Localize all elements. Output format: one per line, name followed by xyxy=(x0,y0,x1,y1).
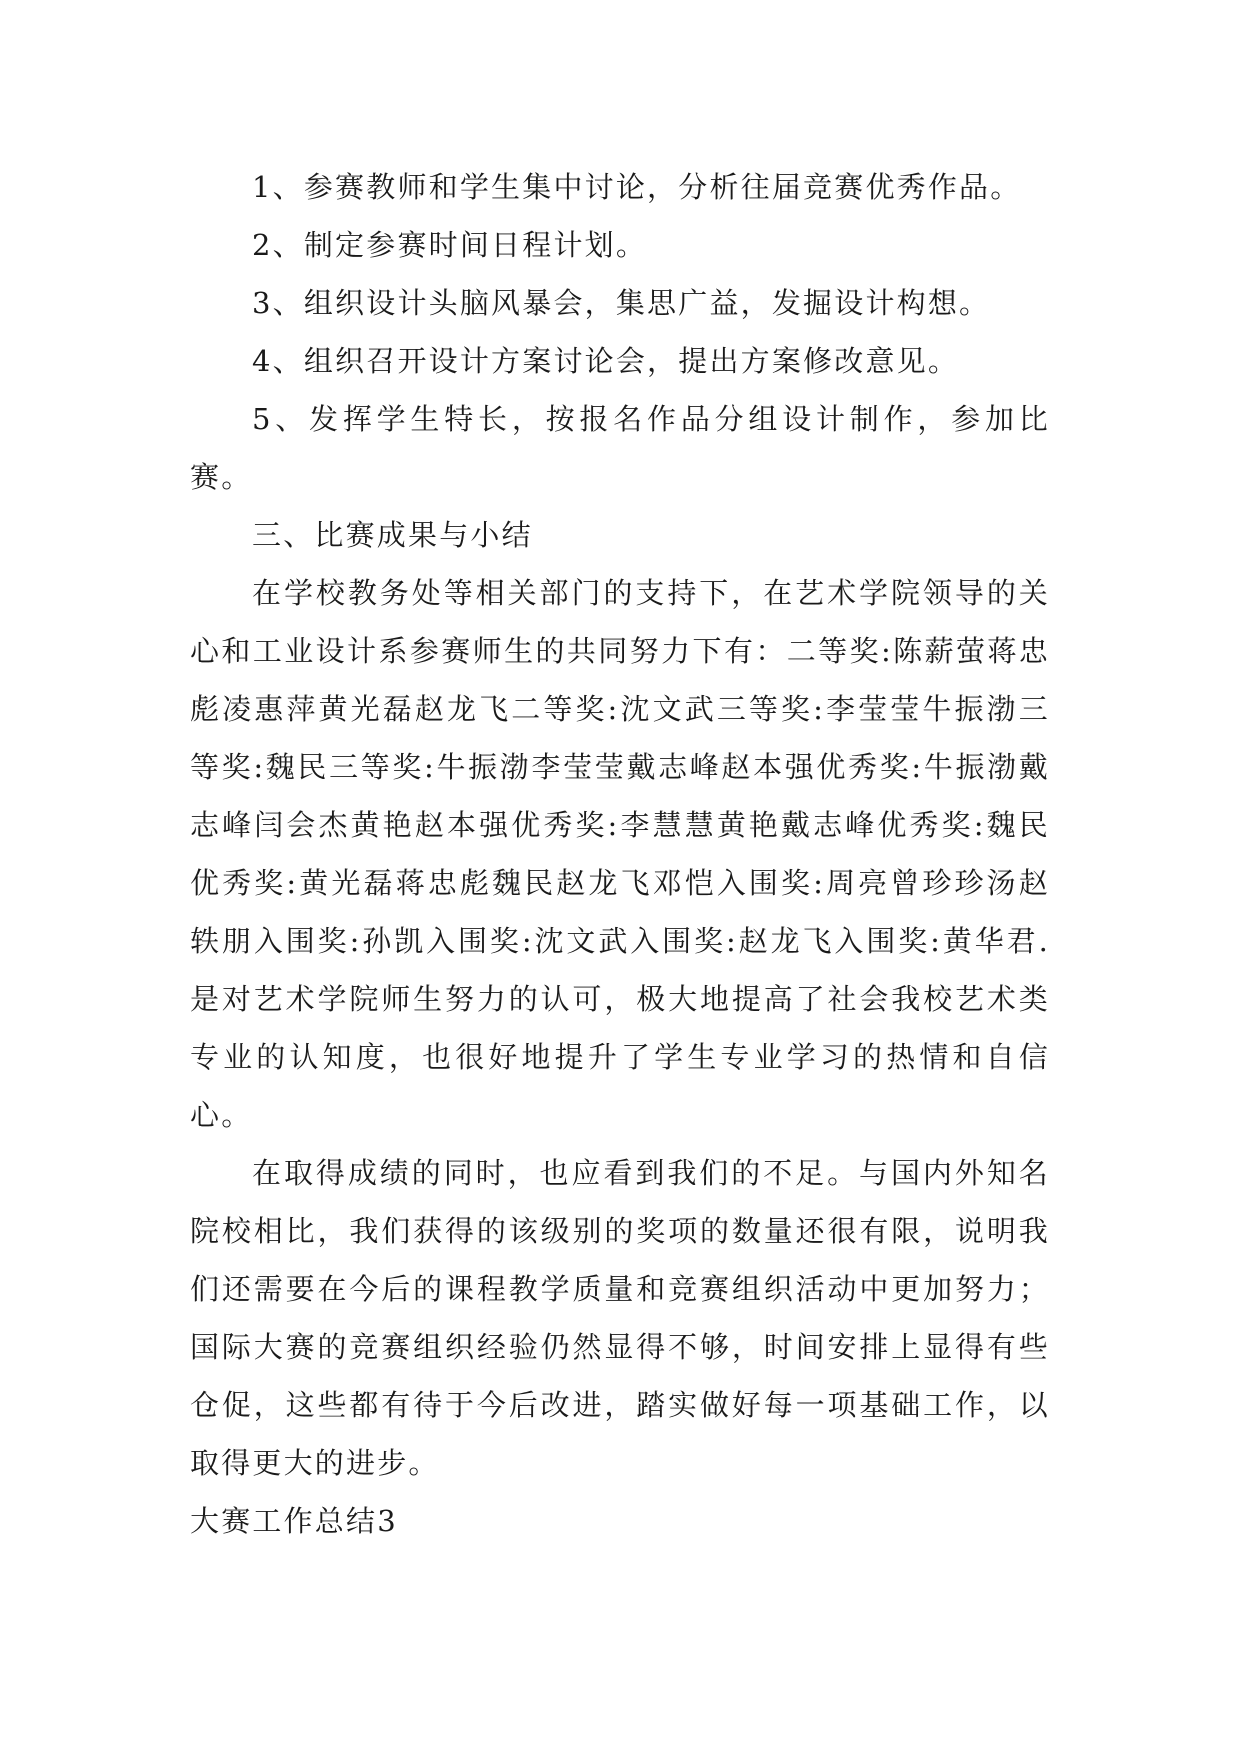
list-item-1: 1、参赛教师和学生集中讨论，分析往届竞赛优秀作品。 xyxy=(252,170,1022,204)
list-item-4: 4、组织召开设计方案讨论会，提出方案修改意见。 xyxy=(252,344,960,378)
next-section-title: 大赛工作总结3 xyxy=(190,1504,398,1538)
shortcomings-paragraph: 在取得成绩的同时，也应看到我们的不足。与国内外知名院校相比，我们获得的该级别的奖项的数量还很有限，说明我们还需要在今后的课程教学质量和竞赛组织活动中更加努力；国际大赛的竞赛组织经验仍然显得不够，时间安排上显得有些仓促，这些都有待于今后改进，踏实做好每一项基础工作，以取得更大的进步。 xyxy=(190,1156,1050,1480)
list-item-5: 5、发挥学生特长，按报名作品分组设计制作，参加比赛。 xyxy=(190,402,1050,494)
list-item-2: 2、制定参赛时间日程计划。 xyxy=(252,228,648,262)
results-paragraph: 在学校教务处等相关部门的支持下，在艺术学院领导的关心和工业设计系参赛师生的共同努力下有：二等奖:陈薪萤蒋忠彪凌惠萍黄光磊赵龙飞二等奖:沈文武三等奖:李莹莹牛振渤三等奖:魏民三等奖:牛振渤李莹莹戴志峰赵本强优秀奖:牛振渤戴志峰闫会杰黄艳赵本强优秀奖:李慧慧黄艳戴志峰优秀奖:魏民优秀奖:黄光磊蒋忠彪魏民赵龙飞邓恺入围奖:周亮曾珍珍汤赵轶朋入围奖:孙凯入围奖:沈文武入围奖:赵龙飞入围奖:黄华君.是对艺术学院师生努力的认可，极大地提高了社会我校艺术类专业的认知度，也很好地提升了学生专业学习的热情和自信心。 xyxy=(190,576,1050,1132)
document-body xyxy=(190,158,1050,1550)
section-heading: 三、比赛成果与小结 xyxy=(252,518,533,552)
list-item-3: 3、组织设计头脑风暴会，集思广益，发掘设计构想。 xyxy=(252,286,991,320)
